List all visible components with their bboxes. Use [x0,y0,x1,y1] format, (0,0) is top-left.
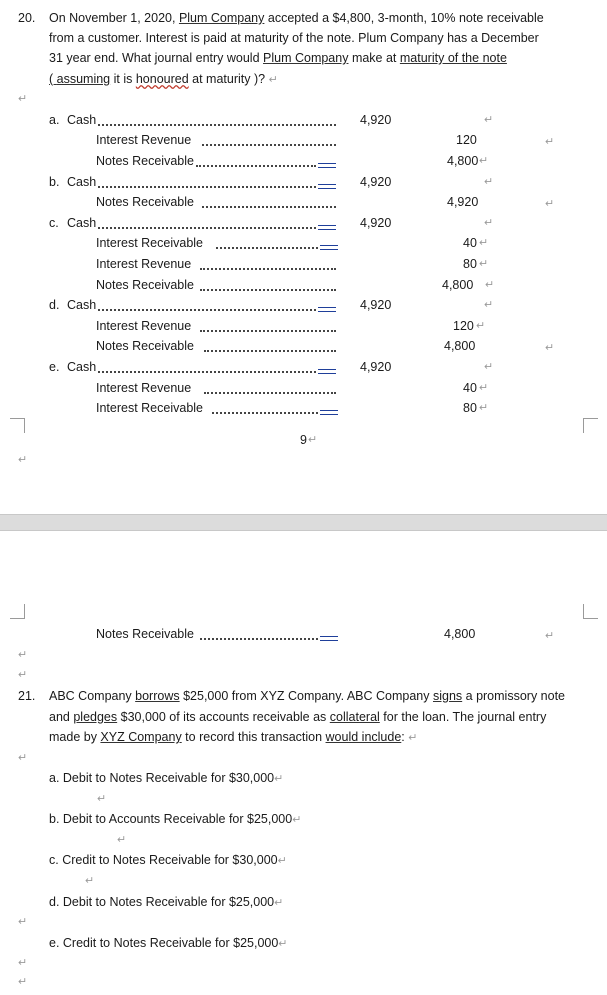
paragraph-mark-icon: ↵ [484,114,494,126]
paragraph-mark-icon: ↵ [484,176,494,188]
answer-choice: c. Credit to Notes Receivable for $30,000↵ [49,853,287,867]
debit-account: Cash [67,360,97,374]
credit-account: Interest Revenue [96,319,192,333]
question-text-line: from a customer. Interest is paid at maturity of the note. Plum Company has a December [49,31,539,45]
paragraph-mark-icon: ↵ [18,454,28,466]
page-number: 9 [300,433,307,447]
credit-amount: 80 [463,401,477,415]
paragraph-mark-icon: ↵ [274,897,284,909]
debit-amount: 4,920 [360,216,392,230]
option-letter: e. [49,360,60,374]
credit-account: Notes Receivable [96,278,194,292]
paragraph-mark-icon: ↵ [479,382,489,394]
paragraph-mark-icon: ↵ [274,773,284,785]
question-number: 20. [18,11,36,25]
credit-amount: 4,920 [447,195,479,209]
paragraph-mark-icon: ↵ [408,732,418,744]
question-text-line: and pledges $30,000 of its accounts receivable as collateral for the loan. The journal entry [49,710,547,724]
answer-choice: a. Debit to Notes Receivable for $30,000↵ [49,771,284,785]
answer-choice: e. Credit to Notes Receivable for $25,000↵ [49,936,288,950]
credit-account: Notes Receivable [96,627,194,641]
credit-account: Interest Revenue [96,381,192,395]
paragraph-mark-icon: ↵ [479,237,489,249]
paragraph-mark-icon: ↵ [18,957,28,969]
page-break [0,514,607,531]
debit-account: Cash [67,216,97,230]
question-text-line: made by XYZ Company to record this transaction would include: ↵ [49,730,418,744]
paragraph-mark-icon: ↵ [479,155,489,167]
credit-amount: 4,800 [444,339,476,353]
paragraph-mark-icon: ↵ [308,434,318,446]
credit-account: Interest Revenue [96,133,192,147]
credit-amount: 120 [456,133,477,147]
option-letter: b. [49,175,60,189]
paragraph-mark-icon: ↵ [277,855,287,867]
paragraph-mark-icon: ↵ [479,402,489,414]
paragraph-mark-icon: ↵ [292,814,302,826]
paragraph-mark-icon: ↵ [278,938,288,950]
credit-amount: 4,800 [444,627,476,641]
credit-amount: 40 [463,381,477,395]
debit-account: Cash [67,113,97,127]
credit-account: Interest Receivable [96,236,204,250]
credit-account: Notes Receivable [96,195,194,209]
paragraph-mark-icon: ↵ [97,793,107,805]
credit-amount: 120 [453,319,474,333]
paragraph-mark-icon: ↵ [545,198,555,210]
answer-choice: d. Debit to Notes Receivable for $25,000↵ [49,895,284,909]
paragraph-mark-icon: ↵ [18,649,28,661]
debit-amount: 4,920 [360,360,392,374]
paragraph-mark-icon: ↵ [18,669,28,681]
question-text-line: ( assuming it is honoured at maturity )? ↵ [49,72,278,86]
paragraph-mark-icon: ↵ [545,136,555,148]
paragraph-mark-icon: ↵ [484,361,494,373]
paragraph-mark-icon: ↵ [268,74,278,86]
paragraph-mark-icon: ↵ [18,93,28,105]
credit-amount: 80 [463,257,477,271]
credit-amount: 4,800 [447,154,479,168]
credit-account: Interest Revenue [96,257,192,271]
question-text-line: On November 1, 2020, Plum Company accepted a $4,800, 3-month, 10% note receivable [49,11,544,25]
credit-amount: 40 [463,236,477,250]
question-number: 21. [18,689,36,703]
paragraph-mark-icon: ↵ [545,342,555,354]
credit-amount: 4,800 [442,278,474,292]
paragraph-mark-icon: ↵ [85,875,95,887]
paragraph-mark-icon: ↵ [479,258,489,270]
debit-amount: 4,920 [360,113,392,127]
question-text-line: 31 year end. What journal entry would Plum Company make at maturity of the note [49,51,507,65]
option-letter: c. [49,216,59,230]
paragraph-mark-icon: ↵ [18,976,28,988]
debit-amount: 4,920 [360,298,392,312]
credit-account: Interest Receivable [96,401,204,415]
question-text-line: ABC Company borrows $25,000 from XYZ Company. ABC Company signs a promissory note [49,689,565,703]
paragraph-mark-icon: ↵ [484,217,494,229]
paragraph-mark-icon: ↵ [18,916,28,928]
paragraph-mark-icon: ↵ [18,752,28,764]
paragraph-mark-icon: ↵ [485,279,495,291]
paragraph-mark-icon: ↵ [545,630,555,642]
paragraph-mark-icon: ↵ [476,320,486,332]
answer-choice: b. Debit to Accounts Receivable for $25,000↵ [49,812,302,826]
debit-amount: 4,920 [360,175,392,189]
debit-account: Cash [67,298,97,312]
paragraph-mark-icon: ↵ [484,299,494,311]
debit-account: Cash [67,175,97,189]
credit-account: Notes Receivable [96,154,194,168]
option-letter: d. [49,298,60,312]
option-letter: a. [49,113,60,127]
paragraph-mark-icon: ↵ [117,834,127,846]
credit-account: Notes Receivable [96,339,194,353]
